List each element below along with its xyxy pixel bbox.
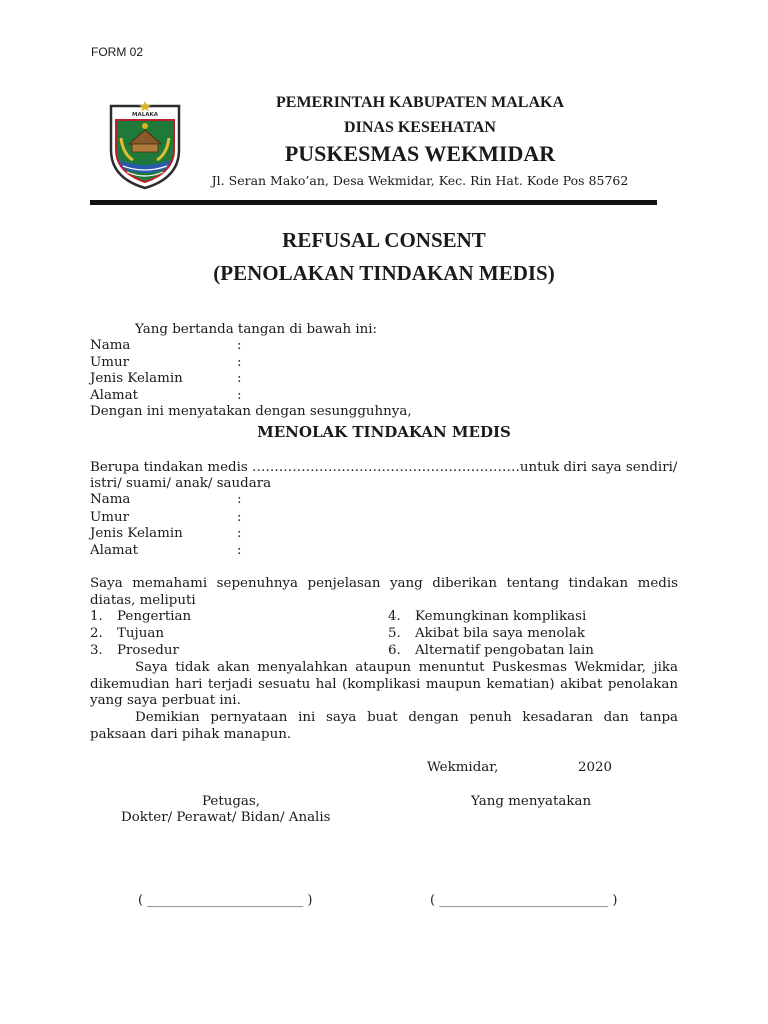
field1-name-label: Nama (90, 338, 131, 353)
intro-text: Yang bertanda tangan di bawah ini: (135, 322, 378, 337)
list-item-6-text: Alternatif pengobatan lain (415, 643, 594, 658)
list-item-5-num: 5. (388, 626, 401, 641)
list-item-1-text: Pengertian (117, 609, 192, 624)
field1-gender-label: Jenis Kelamin (90, 371, 183, 386)
document-title: REFUSAL CONSENT (282, 228, 486, 252)
field2-address-label: Alamat (90, 543, 138, 558)
list-item-4-text: Kemungkinan komplikasi (415, 609, 587, 624)
action-line-2: istri/ suami/ anak/ saudara (90, 476, 272, 491)
place-text: Wekmidar, (427, 760, 499, 775)
field1-age-label: Umur (90, 355, 130, 370)
field1-name-colon: : (237, 338, 242, 353)
malaka-regency-logo (107, 98, 183, 190)
understand-line-2: diatas, meliputi (90, 593, 196, 608)
document-subtitle: (PENOLAKAN TINDAKAN MEDIS) (213, 261, 555, 285)
list-item-1-num: 1. (90, 609, 103, 624)
field1-age-colon: : (237, 355, 242, 370)
list-item-5-text: Akibat bila saya menolak (415, 626, 585, 641)
statement-text: Dengan ini menyatakan dengan sesungguhnya, (90, 404, 412, 419)
action-line-1: Berupa tindakan medis ……………………………………………………untuk diri saya sendiri/ (90, 460, 678, 475)
form-code: FORM 02 (91, 45, 144, 59)
year-text: 2020 (578, 760, 613, 775)
field2-gender-label: Jenis Kelamin (90, 526, 183, 541)
header-divider (90, 200, 657, 205)
officer-title: Petugas, (202, 794, 261, 809)
field2-age-colon: : (237, 510, 242, 525)
list-item-4-num: 4. (388, 609, 401, 624)
field2-address-colon: : (237, 543, 242, 558)
field2-name-label: Nama (90, 492, 131, 507)
list-item-3-num: 3. (90, 643, 103, 658)
field1-gender-colon: : (237, 371, 242, 386)
header-government: PEMERINTAH KABUPATEN MALAKA (276, 94, 564, 111)
list-item-2-text: Tujuan (117, 626, 164, 641)
understand-line-1: Saya memahami sepenuhnya penjelasan yang diberikan tentang tindakan medis (90, 576, 678, 591)
declarant-title: Yang menyatakan (471, 794, 592, 809)
paragraph-declaration: Demikian pernyataan ini saya buat dengan penuh kesadaran dan tanpa paksaan dari pihak manapun. (90, 710, 678, 742)
header-puskesmas: PUSKESMAS WEKMIDAR (284, 141, 556, 166)
paragraph-no-blame: Saya tidak akan menyalahkan ataupun menuntut Puskesmas Wekmidar, jika dikemudian hari terjadi sesuatu hal (komplikasi maupun kematian) akibat penolakan yang saya perbuat ini. (90, 660, 678, 708)
svg-text:MALAKA: MALAKA (131, 112, 159, 118)
header-address: Jl. Seran Mako’an, Desa Wekmidar, Kec. Rin Hat. Kode Pos 85762 (211, 173, 629, 188)
field1-address-label: Alamat (90, 388, 138, 403)
field2-name-colon: : (237, 492, 242, 507)
officer-roles: Dokter/ Perawat/ Bidan/ Analis (121, 810, 331, 825)
header-department: DINAS KESEHATAN (344, 119, 496, 136)
declarant-signature-line: ( __________________________ ) (430, 893, 618, 908)
list-item-3-text: Prosedur (117, 643, 179, 658)
section-heading-refusal: MENOLAK TINDAKAN MEDIS (257, 423, 511, 441)
officer-signature-line: ( ________________________ ) (138, 893, 313, 908)
field1-address-colon: : (237, 388, 242, 403)
list-item-6-num: 6. (388, 643, 401, 658)
field2-age-label: Umur (90, 510, 130, 525)
list-item-2-num: 2. (90, 626, 103, 641)
field2-gender-colon: : (237, 526, 242, 541)
